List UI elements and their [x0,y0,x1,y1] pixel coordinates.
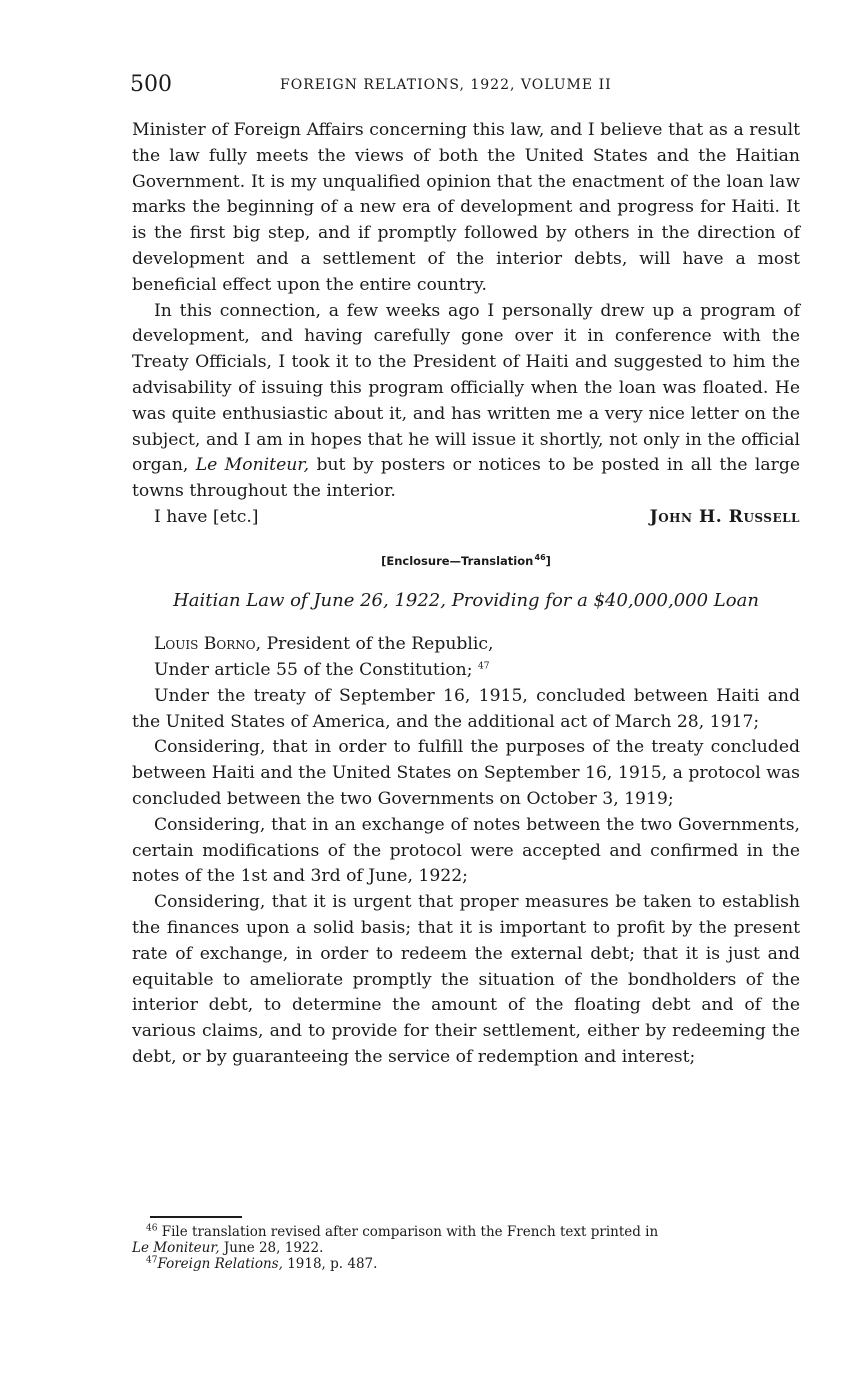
footnote-46-continued [132,1240,800,1256]
enclosure-label: [Enclosure—Translation [381,553,534,568]
signer-name: John H. Russell [649,506,800,527]
article-footnote-ref: 47 [478,661,490,672]
document-body [132,118,800,1071]
article-text: Under article 55 of the Constitution; [154,659,473,680]
letter-paragraph-2-end: but by posters or notices to be posted in all the large towns throughout the interior. [132,455,801,502]
law-article-line [132,658,800,684]
page-header [130,72,800,102]
enclosure-close: ] [545,553,551,568]
law-president-line [132,632,800,658]
footnote-47 [132,1256,800,1272]
law-treaty-paragraph: Under the treaty of September 16, 1915, concluded between Haiti and the United States of America, and the additional act of March 28, 1917; [132,685,800,732]
letter-paragraph-2 [132,299,800,505]
footnote-46-end: June 28, 1922. [223,1240,324,1256]
law-considering-3: Considering, that it is urgent that proper measures be taken to establish the finances upon a solid basis; that it is important to profit by the present rate of exchange, in order to redeem the external debt; that it is just and equitable to ameliorate promptly the situation of the bondholders of the interior debt, to determine the amount of the floating debt and of the various claims, and to provide for their settlement, either by redeeming the debt, or by guaranteeing the service of redemption and interest; [132,892,800,1067]
footnotes [132,1224,800,1272]
president-name: Louis Borno [154,634,256,655]
law-considering-2: Considering, that in an exchange of notes between the two Governments, certain modifications of the protocol were accepted and confirmed in the notes of the 1st and 3rd of June, 1922; [132,814,800,887]
footnote-47-end: 1918, p. 487. [287,1256,378,1272]
footnote-46-text: File translation revised after comparison with the French text printed in [161,1224,659,1240]
law-considering-1: Considering, that in order to fulfill the purposes of the treaty concluded between Haiti and the United States on September 16, 1915, a protocol was concluded between the two Governments on October 3, 1919; [132,737,800,809]
closing: I have [etc.] [154,506,259,527]
enclosure-heading [132,545,800,575]
footnote-47-number: 47 [146,1255,158,1266]
president-title: , President of the Republic, [255,634,494,655]
signature-row [132,505,800,531]
newspaper-name: Le Moniteur, [195,455,310,476]
footnote-47-italic: Foreign Relations, [157,1256,283,1272]
running-head: FOREIGN RELATIONS, 1922, VOLUME II [280,77,612,93]
footnote-46-number: 46 [146,1223,158,1234]
footnote-46 [132,1224,800,1240]
law-title: Haitian Law of June 26, 1922, Providing for a $40,000,000 Loan [173,590,759,612]
footnote-46-italic: Le Moniteur, [132,1240,220,1256]
footnote-divider [150,1216,242,1218]
page-number: 500 [130,72,172,97]
letter-paragraph-1: Minister of Foreign Affairs concerning this law, and I believe that as a result the law fully meets the views of both the United States and the Haitian Government. It is my unqualified opinion that the enactment of the loan law marks the beginning of a new era of development and progress for Haiti. It is the first big step, and if promptly followed by others in the direction of development and a settlement of the interior debts, will have a most beneficial effect upon the entire country. [132,120,800,295]
enclosure-footnote-ref: 46 [534,552,546,562]
letter-paragraph-2-text: In this connection, a few weeks ago I personally drew up a program of development, and having carefully gone over it in conference with the Treaty Officials, I took it to the President of Haiti and suggested to him the advisability of issuing this program officially when the loan was floated. He was quite enthusiastic about it, and has written me a very nice letter on the subject, and I am in hopes that he will issue it shortly, not only in the official organ, [132,300,800,476]
